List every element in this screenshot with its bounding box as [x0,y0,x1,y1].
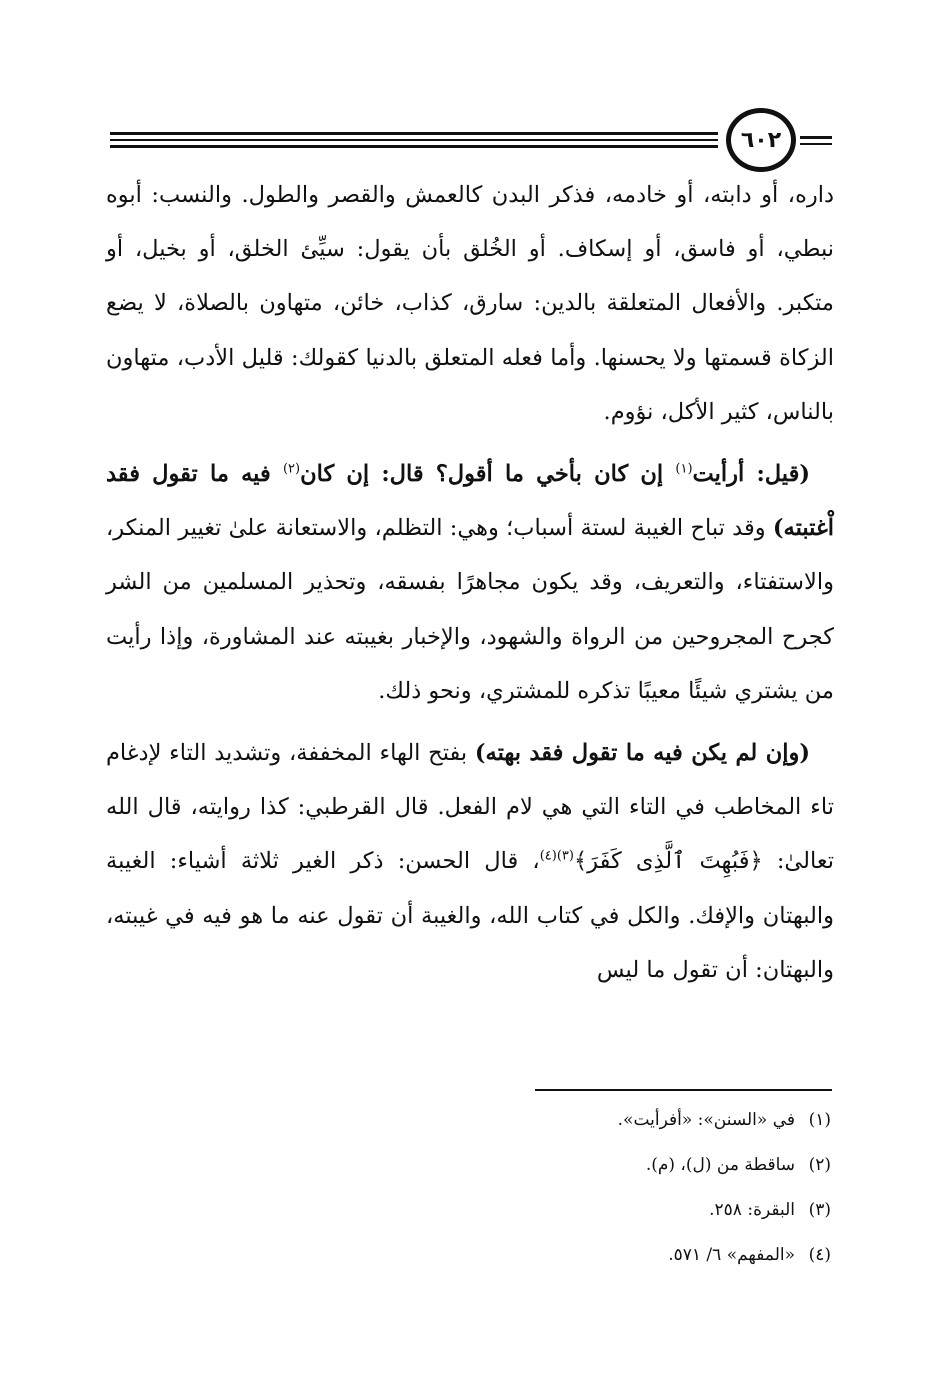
header-rule-tail [800,143,832,145]
footnote-divider [535,1089,832,1091]
footnote [231,1233,831,1278]
paragraph [106,726,834,997]
header-rule [110,145,718,148]
footnote-text: «المفهم» ٦/ ٥٧١. [668,1245,795,1265]
footnote [231,1143,831,1188]
footnote-number: (٢) [808,1155,831,1175]
footnote-number: (٤) [808,1245,831,1265]
footnote-ref[interactable]: (٣)(٤) [539,848,574,864]
paragraph [106,447,834,718]
hadith-quote: إن كان بأخي ما أقول؟ قال: إن كان [300,461,676,488]
hadith-quote: فيه ما تقول فقد اْغتبته) [106,461,834,542]
paragraph-text: ، قال الحسن: ذكر الغير ثلاثة أشياء: الغيبة والبهتان والإفك. والكل في كتاب الله، والغيبة أن تقول عنه ما هو فيه في غيبته، والبهتان: أن تقول ما ليس [106,848,834,983]
footnote-number: (٣) [808,1200,831,1220]
footnotes [231,1098,831,1278]
header-rule-tail [800,136,832,139]
header-rule [110,132,718,135]
main-text [106,168,834,997]
footnote-text: ساقطة من (ل)، (م). [645,1155,795,1175]
footnote-text: البقرة: ٢٥٨. [709,1200,795,1220]
footnote-number: (١) [808,1110,831,1130]
footnote-ref[interactable]: (١) [675,461,693,477]
paragraph-text: وقد تباح الغيبة لستة أسباب؛ وهي: التظلم، والاستعانة علىٰ تغيير المنكر، والاستفتاء، والتعريف، وقد يكون مجاهرًا بفسقه، وتحذير المسلمين من الشر كجرح المجروحين من الرواة والشهود، والإخبار بغيبته عند المشاورة، وإذا رأيت من يشتري شيئًا معيبًا تذكره للمشتري، ونحو ذلك. [106,515,834,704]
paragraph-text: داره، أو دابته، أو خادمه، فذكر البدن كالعمش والقصر والطول. والنسب: أبوه نبطي، أو فاسق، أو إسكاف. أو الخُلق بأن يقول: سيِّئ الخلق، أو بخيل، أو متكبر. والأفعال المتعلقة بالدين: سارق، كذاب، خائن، متهاون بالصلاة، لا يضع الزكاة قسمتها ولا يحسنها. وأما فعله المتعلق بالدنيا كقولك: قليل الأدب، متهاون بالناس، كثير الأكل، نؤوم. [106,182,834,425]
header-rule [110,139,718,141]
hadith-quote: (وإن لم يكن فيه ما تقول فقد بهته) [474,740,810,767]
footnote-text: في «السنن»: «أفرأيت». [617,1110,795,1130]
footnote [231,1188,831,1233]
paragraph [106,168,834,439]
footnote-ref[interactable]: (٢) [282,461,301,477]
page-number: ٦٠٢ [726,108,796,172]
paragraph-text: بفتح الهاء المخففة، وتشديد التاء لإدغام تاء المخاطب في التاء التي هي لام الفعل. قال القرطبي: كذا روايته، قال الله تعالىٰ: ﴿فَبُهِتَ ٱلَّذِى كَفَرَ﴾ [106,740,834,875]
footnote [231,1098,831,1143]
hadith-quote: (قيل: أرأيت [692,461,811,488]
